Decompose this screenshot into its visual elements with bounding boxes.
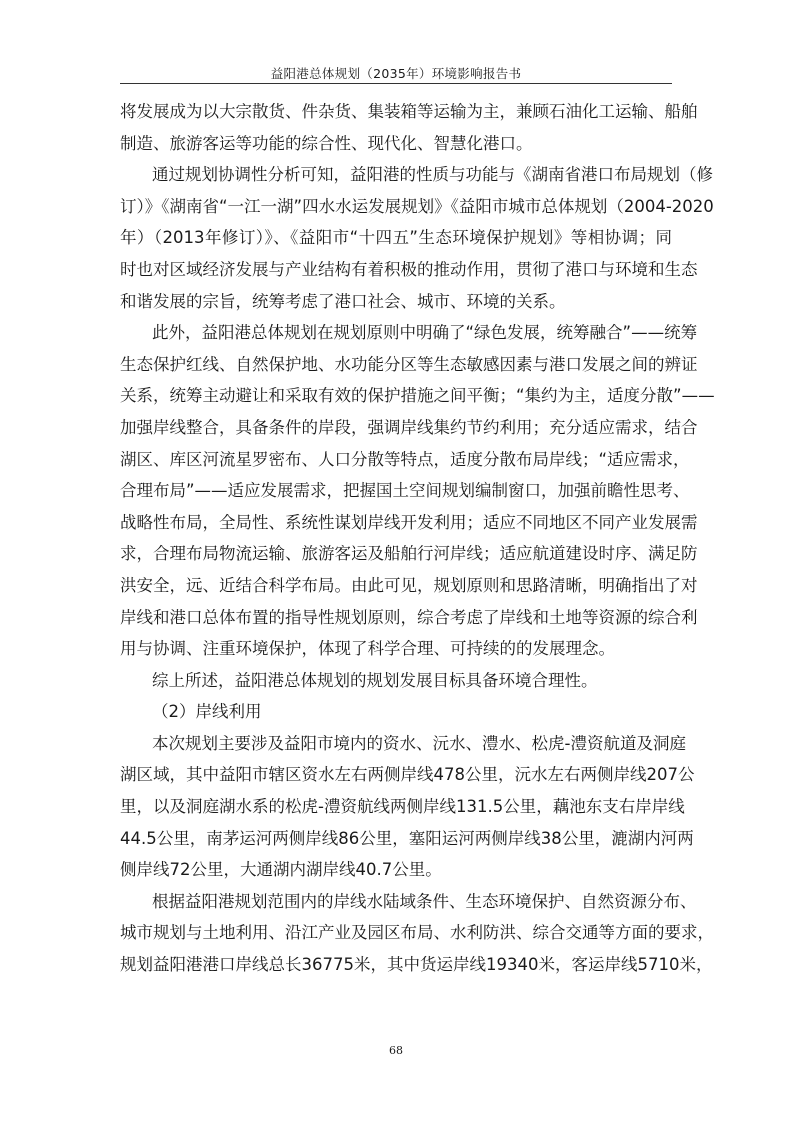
text-line: 综上所述，益阳港总体规划的规划发展目标具备环境合理性。 [152, 670, 598, 690]
text-line: 合理布局”——适应发展需求，把握国土空间规划编制窗口，加强前瞻性思考、 [120, 481, 690, 501]
text-line: 年）（2013年修订）》、《益阳市“十四五”生态环境保护规划》等相协调；同 [120, 228, 672, 248]
text-line: 时也对区域经济发展与产业结构有着积极的推动作用，贯彻了港口与环境和生态 [120, 259, 698, 279]
text-line: 洪安全，远、近结合科学布局。由此可见，规划原则和思路清晰，明确指出了对 [120, 575, 698, 595]
text-line: 用与协调、注重环境保护，体现了科学合理、可持续的的发展理念。 [120, 639, 615, 659]
text-line: 和谐发展的宗旨，统筹考虑了港口社会、城市、环境的关系。 [120, 291, 566, 311]
text-line: 通过规划协调性分析可知，益阳港的性质与功能与《湖南省港口布局规划（修 [152, 165, 713, 185]
text-line: 战略性布局，全局性、系统性谋划岸线开发利用；适应不同地区不同产业发展需 [120, 512, 698, 532]
text-line: 44.5公里，南茅运河两侧岸线86公里，塞阳运河两侧岸线38公里，漉湖内河两 [120, 828, 694, 848]
text-line: 规划益阳港港口岸线总长36775米，其中货运岸线19340米，客运岸线5710米， [120, 955, 713, 975]
text-line: 关系，统筹主动避让和采取有效的保护措施之间平衡；“集约为主，适度分散”—— [120, 386, 715, 406]
text-line: 根据益阳港规划范围内的岸线水陆域条件、生态环境保护、自然资源分布、 [152, 891, 697, 911]
header-rule [120, 83, 672, 84]
page-number: 68 [389, 1044, 403, 1057]
text-line: 湖区域，其中益阳市辖区资水左右两侧岸线478公里，沅水左右两侧岸线207公 [120, 765, 695, 785]
text-line: 此外，益阳港总体规划在规划原则中明确了“绿色发展，统筹融合”——统筹 [152, 323, 698, 343]
body-text [120, 96, 715, 981]
text-line: 将发展成为以大宗散货、件杂货、集装箱等运输为主，兼顾石油化工运输、船舶 [120, 102, 698, 121]
section-heading: （2）岸线利用 [152, 702, 262, 722]
text-line: 侧岸线72公里，大通湖内湖岸线40.7公里。 [120, 860, 442, 880]
text-line: 求，合理布局物流运输、旅游客运及船舶行河岸线；适应航道建设时序、满足防 [120, 544, 698, 564]
text-line: 城市规划与土地利用、沿江产业及园区布局、水利防洪、综合交通等方面的要求， [120, 923, 714, 943]
text-line: 岸线和港口总体布置的指导性规划原则，综合考虑了岸线和土地等资源的综合利 [120, 607, 698, 627]
text-line: 加强岸线整合，具备条件的岸段，强调岸线集约节约利用；充分适应需求，结合 [120, 417, 698, 437]
running-header: 益阳港总体规划（2035年）环境影响报告书 [270, 66, 522, 81]
text-line: 制造、旅游客运等功能的综合性、现代化、智慧化港口。 [120, 133, 533, 153]
text-line: 订）》《湖南省“一江一湖”四水水运发展规划》《益阳市城市总体规划（2004-2020 [120, 196, 714, 216]
text-line: 湖区、库区河流星罗密布、人口分散等特点，适度分散布局岸线；“适应需求， [120, 449, 690, 469]
text-line: 生态保护红线、自然保护地、水功能分区等生态敏感因素与港口发展之间的辨证 [120, 354, 698, 374]
text-line: 里，以及洞庭湖水系的松虎-澧资航线两侧岸线131.5公里，藕池东支右岸岸线 [120, 797, 685, 817]
text-line: 本次规划主要涉及益阳市境内的资水、沅水、澧水、松虎-澧资航道及洞庭 [152, 733, 686, 753]
